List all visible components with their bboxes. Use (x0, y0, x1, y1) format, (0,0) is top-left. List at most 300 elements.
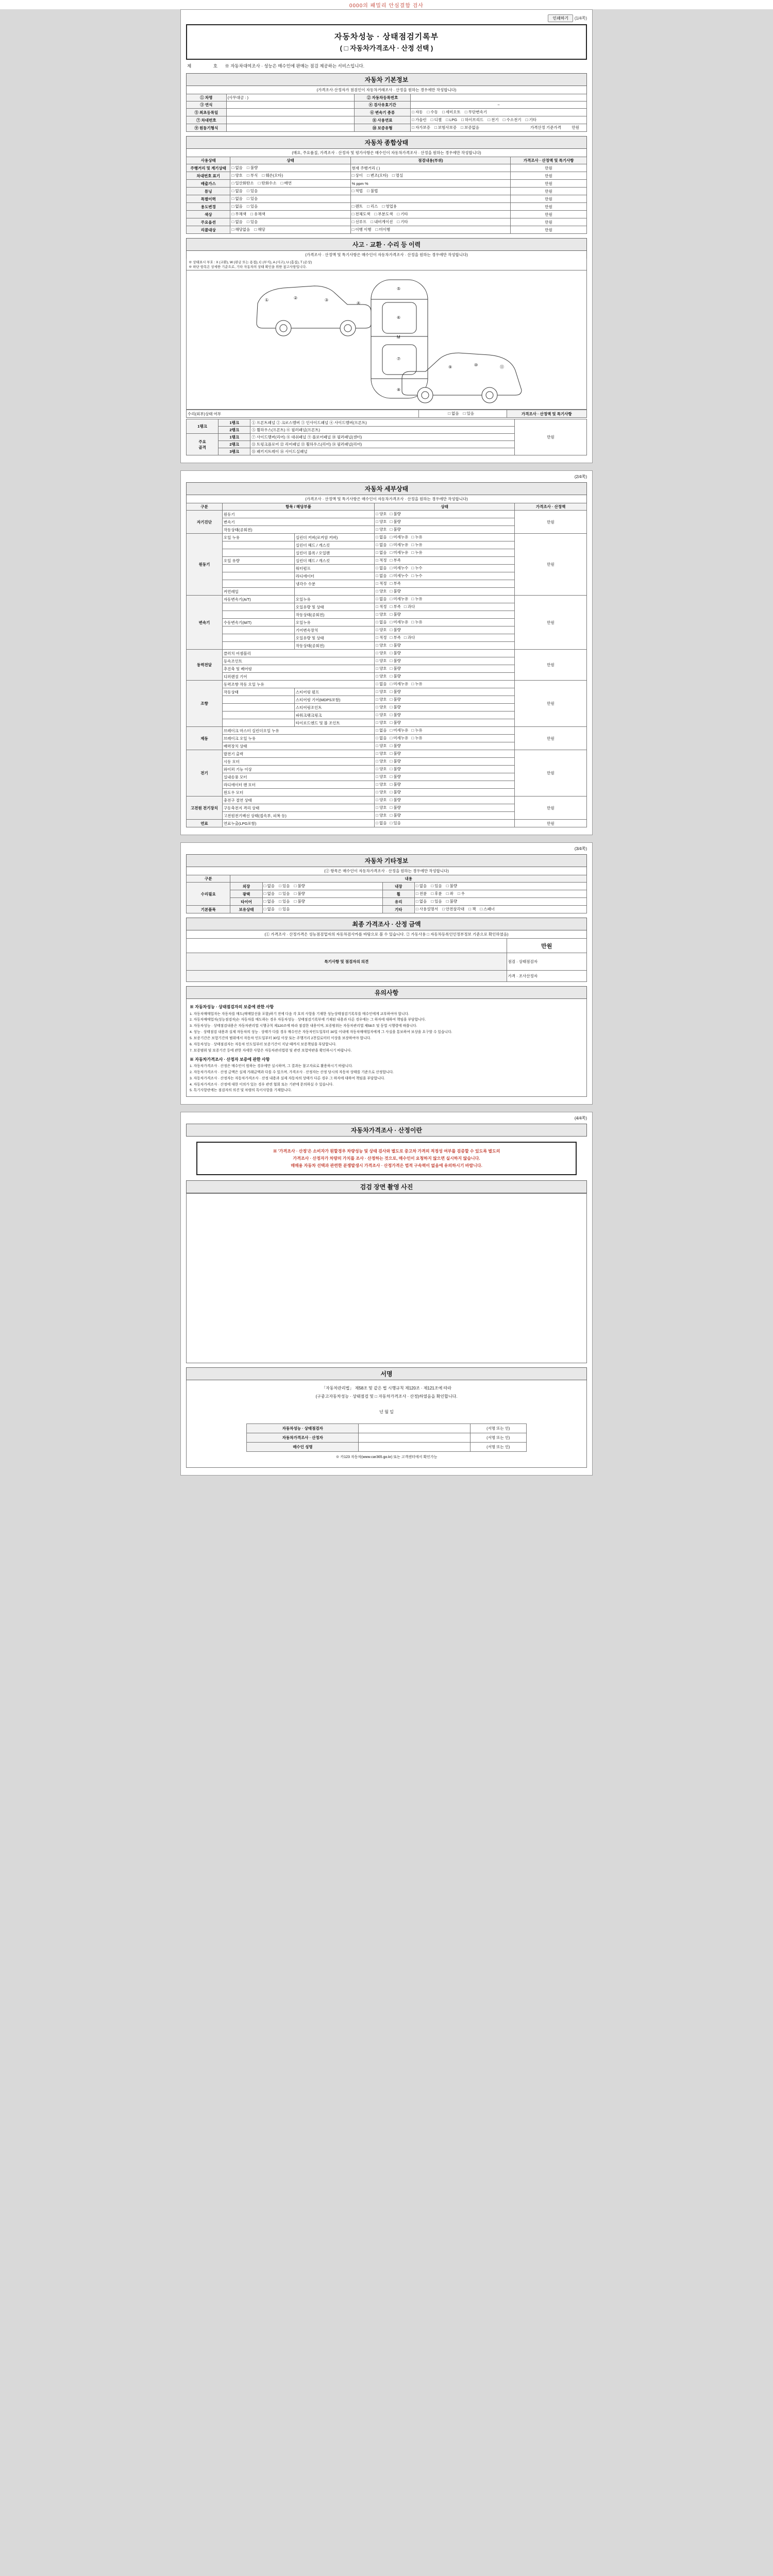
opt-fuel-5[interactable]: □ 수소전기 (503, 117, 522, 122)
row-label-firstreg: ⑤ 최초등록일 (187, 109, 227, 116)
detail-options-1-7[interactable] (375, 588, 515, 596)
accident-repair-opts[interactable] (418, 410, 507, 418)
detail-price-5: 만원 (515, 727, 587, 750)
ov-r3-c2[interactable] (230, 188, 350, 195)
doc-no-suffix: 호 (213, 63, 217, 69)
ov-r5-c2[interactable] (230, 203, 350, 211)
detail-options-0-0[interactable] (375, 511, 515, 518)
detail-opt-6-3-0[interactable]: □ 양호 (376, 774, 386, 779)
ov-r2-o2[interactable]: □ 매연 (281, 181, 292, 185)
detail-opt-5-2-1[interactable]: □ 불량 (390, 743, 401, 748)
detail-opt-6-1-1[interactable]: □ 불량 (390, 759, 401, 764)
detail-opt-1-6-0[interactable]: □ 적정 (376, 581, 386, 586)
ov-r4-c2[interactable] (230, 195, 350, 203)
detail-opt-2-6-0[interactable]: □ 양호 (376, 643, 386, 648)
detail-opt-7-1-0[interactable]: □ 양호 (376, 805, 386, 810)
terms-p1: 1. 자동차매매업자는 자동차를 매도(매매알선을 포함)하기 전에 다음 각 호의 사항을 기재한 성능상태점검기록부를 매수인에게 교부하여야 합니다. (190, 1012, 409, 1016)
ov-r6-o4[interactable]: □ 기타 (397, 212, 408, 216)
detail-opt-1-1-0[interactable]: □ 없음 (376, 543, 386, 547)
etc-r1-p1[interactable]: □ 후륜 (431, 891, 442, 896)
value-year[interactable] (226, 101, 355, 109)
etc-r2-o[interactable] (262, 898, 382, 906)
detail-opt-4-2-1[interactable]: □ 불량 (390, 697, 401, 702)
detail-opt-5-0-1[interactable]: □ 미세누유 (390, 728, 409, 733)
ov-r8-o1[interactable]: □ 해당 (254, 227, 265, 232)
detail-options-1-3[interactable] (375, 557, 515, 565)
opt-warranty-2[interactable]: □ 보증없음 (461, 125, 479, 130)
etc-r3-o[interactable] (262, 906, 382, 913)
detail-options-5-1[interactable] (375, 735, 515, 742)
detail-opt-4-5-0[interactable]: □ 양호 (376, 720, 386, 725)
detail-opt-3-3-0[interactable]: □ 양호 (376, 674, 386, 679)
detail-opt-6-4-1[interactable]: □ 불량 (390, 782, 401, 787)
detail-opt-1-5-1[interactable]: □ 미세누수 (390, 573, 409, 578)
etc-r2-o0[interactable]: □ 없음 (264, 899, 275, 904)
etc-r3-p2[interactable]: □ 잭 (468, 907, 476, 911)
opt-fuel-6[interactable]: □ 기타 (526, 117, 536, 122)
ov-r6-o0[interactable]: □ 무채색 (231, 212, 246, 216)
detail-options-2-3[interactable] (375, 619, 515, 626)
detail-subitem-2-3: 오일누유 (294, 619, 374, 626)
opt-at[interactable]: □ 자동 (412, 110, 423, 114)
ov-r5-o1[interactable]: □ 있음 (247, 204, 258, 209)
value-warranty[interactable] (411, 124, 587, 132)
ov-r3-o3[interactable]: □ 불법 (367, 189, 378, 193)
ov-r6-c2[interactable] (230, 211, 350, 218)
sig-value-1[interactable] (359, 1433, 470, 1443)
detail-opt-5-1-1[interactable]: □ 미세누유 (390, 736, 409, 740)
detail-options-1-6[interactable] (375, 580, 515, 588)
detail-opt-5-1-0[interactable]: □ 없음 (376, 736, 386, 740)
ov-r7-o4[interactable]: □ 기타 (397, 219, 408, 224)
etc-r2-p2[interactable]: □ 불량 (446, 899, 457, 904)
detail-options-3-1[interactable] (375, 657, 515, 665)
ov-r6-o2[interactable]: □ 전체도색 (352, 212, 371, 216)
etc-r1-p2[interactable]: □ 좌 (446, 891, 453, 896)
ov-r7-o2[interactable]: □ 선루프 (352, 219, 367, 224)
ov-r7-c3[interactable] (350, 218, 511, 226)
detail-opt-0-2-1[interactable]: □ 불량 (390, 527, 401, 532)
opt-fuel-4[interactable]: □ 전기 (488, 117, 498, 122)
detail-opt-0-2-0[interactable]: □ 양호 (376, 527, 386, 532)
table-row (187, 511, 587, 518)
overall-table (186, 157, 587, 234)
ov-r3-o2[interactable]: □ 적법 (352, 189, 363, 193)
print-button[interactable]: 인쇄하기 (548, 14, 573, 22)
detail-subitem-4-5: 타이로드엔드 및 볼 조인트 (294, 719, 374, 727)
detail-options-1-5[interactable] (375, 572, 515, 580)
detail-opt-1-0-2[interactable]: □ 누유 (411, 535, 422, 539)
ov-r6-o1[interactable]: □ 유채색 (250, 212, 265, 216)
accident-summary-table (186, 410, 587, 418)
detail-opt-1-7-0[interactable]: □ 양호 (376, 589, 386, 594)
etc-r3-p1[interactable]: □ 안전삼각대 (442, 907, 464, 911)
detail-opt-4-0-2[interactable]: □ 누유 (411, 682, 422, 686)
detail-opt-6-2-0[interactable]: □ 양호 (376, 767, 386, 771)
ov-r5-c3[interactable] (350, 203, 511, 211)
detail-options-6-3[interactable] (375, 773, 515, 781)
detail-options-1-0[interactable] (375, 534, 515, 541)
detail-options-6-2[interactable] (375, 766, 515, 773)
etc-r3-o0[interactable]: □ 없음 (264, 907, 275, 911)
section-signature: 서명 (186, 1367, 587, 1380)
detail-options-4-0[interactable] (375, 681, 515, 688)
detail-opt-2-0-2[interactable]: □ 누유 (411, 597, 422, 601)
opt-warranty-1[interactable]: □ 보험사보증 (434, 125, 457, 130)
detail-opt-1-5-2[interactable]: □ 누수 (411, 573, 422, 578)
detail-opt-2-0-0[interactable]: □ 없음 (376, 597, 386, 601)
ov-r3-c3[interactable] (350, 188, 511, 195)
detail-options-0-2[interactable] (375, 526, 515, 534)
detail-opt-1-1-2[interactable]: □ 누유 (411, 543, 422, 547)
detail-opt-1-3-0[interactable]: □ 적정 (376, 558, 386, 563)
sig-stamp-0: (서명 또는 인) (470, 1424, 526, 1433)
detail-opt-2-5-1[interactable]: □ 부족 (390, 635, 401, 640)
ov-r1-o3[interactable]: □ 상이 (352, 173, 363, 178)
detail-options-2-4[interactable] (375, 626, 515, 634)
ov-r1-o1[interactable]: □ 부식 (247, 173, 258, 178)
detail-opt-4-5-1[interactable]: □ 불량 (390, 720, 401, 725)
detail-opt-6-4-0[interactable]: □ 양호 (376, 782, 386, 787)
detail-item-8-0: 연료누출(LPG포함) (222, 820, 374, 827)
detail-opt-6-0-0[interactable]: □ 양호 (376, 751, 386, 756)
detail-opt-6-2-1[interactable]: □ 불량 (390, 767, 401, 771)
detail-options-6-1[interactable] (375, 758, 515, 766)
etc-r2-p1[interactable]: □ 있음 (431, 899, 442, 904)
detail-price-6: 만원 (515, 750, 587, 796)
detail-options-1-1[interactable] (375, 541, 515, 549)
accident-opt-yes[interactable]: □ 있음 (463, 411, 474, 416)
etc-r2-o2[interactable]: □ 불량 (294, 899, 305, 904)
sig-value-0[interactable] (359, 1424, 470, 1433)
etc-r1-p0[interactable]: □ 전륜 (416, 891, 427, 896)
detail-options-7-1[interactable] (375, 804, 515, 812)
detail-opt-6-5-1[interactable]: □ 불량 (390, 790, 401, 794)
detail-options-6-5[interactable] (375, 789, 515, 796)
ov-r6-c3[interactable] (350, 211, 511, 218)
detail-subitem-1-7 (294, 588, 374, 596)
ov-r7-o1[interactable]: □ 있음 (247, 219, 258, 224)
detail-opt-6-1-0[interactable]: □ 양호 (376, 759, 386, 764)
detail-opt-5-0-2[interactable]: □ 누유 (411, 728, 422, 733)
etc-r1-o1[interactable]: □ 있음 (279, 891, 290, 896)
detail-opt-1-6-1[interactable]: □ 부족 (390, 581, 401, 586)
detail-opt-1-5-0[interactable]: □ 없음 (376, 573, 386, 578)
detail-opt-0-0-1[interactable]: □ 불량 (390, 512, 401, 516)
svg-text:M: M (397, 335, 400, 340)
ov-r5-o4[interactable]: □ 영업용 (382, 204, 397, 209)
final-price-value[interactable] (187, 939, 507, 953)
detail-item-7-0: 충전구 절연 상태 (222, 796, 374, 804)
detail-options-2-1[interactable] (375, 603, 515, 611)
detail-opt-3-0-0[interactable]: □ 양호 (376, 651, 386, 655)
detail-opt-2-0-1[interactable]: □ 미세누유 (390, 597, 409, 601)
detail-opt-2-3-1[interactable]: □ 미세누유 (390, 620, 409, 624)
terms-p4: 4. 성능 · 상태점검 내용과 실제 자동차의 성능 · 상태가 다를 경우 매수인은 자동차인도일부터 30일 이내에 자동차매매업자에게 그 사실을 통보하여 보상을 요구할 수 있습니다. (190, 1030, 452, 1035)
etc-r0-p1[interactable]: □ 있음 (431, 884, 442, 888)
detail-opt-1-4-2[interactable]: □ 누수 (411, 566, 422, 570)
etc-r0-p2[interactable]: □ 불량 (446, 884, 457, 888)
detail-options-0-1[interactable] (375, 518, 515, 526)
ov-r8-c4: 만원 (511, 226, 587, 234)
detail-item-6-2: 와이퍼 기능 이상 (222, 766, 374, 773)
page-1 (180, 9, 593, 463)
detail-opt-1-0-1[interactable]: □ 미세누유 (390, 535, 409, 539)
detail-opt-0-1-1[interactable]: □ 불량 (390, 519, 401, 524)
detail-opt-3-1-1[interactable]: □ 불량 (390, 658, 401, 663)
remark-value-2[interactable]: 가격 · 조사산정자 (507, 971, 586, 982)
frame-items-1a: ① 프론트패널 ② 크로스멤버 ③ 인사이드패널 ④ 사이드멤버(프론트) (250, 419, 515, 427)
detail-opt-2-3-0[interactable]: □ 없음 (376, 620, 386, 624)
detail-opt-3-3-1[interactable]: □ 불량 (390, 674, 401, 679)
etc-r1-p3[interactable]: □ 우 (458, 891, 465, 896)
detail-opt-1-3-1[interactable]: □ 부족 (390, 558, 401, 563)
detail-options-7-0[interactable] (375, 796, 515, 804)
detail-options-4-1[interactable] (375, 688, 515, 696)
detail-opt-3-1-0[interactable]: □ 양호 (376, 658, 386, 663)
detail-opt-2-5-2[interactable]: □ 과다 (404, 635, 415, 640)
frame-rank-2b: 2랭크 (219, 441, 250, 448)
accident-opt-none[interactable]: □ 없음 (448, 411, 459, 416)
detail-options-6-4[interactable] (375, 781, 515, 789)
opt-fuel-3[interactable]: □ 하이브리드 (461, 117, 483, 122)
etc-h1: 내용 (230, 875, 587, 883)
detail-opt-1-2-0[interactable]: □ 없음 (376, 550, 386, 555)
remark-value-1[interactable]: 점검 · 상태점검자 (507, 953, 586, 971)
ov-r2-o0[interactable]: □ 일산화탄소 (231, 181, 254, 185)
detail-opt-7-0-0[interactable]: □ 양호 (376, 798, 386, 802)
detail-options-3-2[interactable] (375, 665, 515, 673)
detail-opt-4-4-1[interactable]: □ 불량 (390, 713, 401, 717)
detail-opt-1-1-1[interactable]: □ 미세누유 (390, 543, 409, 547)
ov-r1-c3[interactable] (350, 172, 511, 180)
ov-r0-c2[interactable] (230, 164, 350, 172)
detail-options-5-0[interactable] (375, 727, 515, 735)
detail-opt-1-2-2[interactable]: □ 누유 (411, 550, 422, 555)
etc-r0-p0[interactable]: □ 없음 (416, 884, 427, 888)
etc-r3-p0[interactable]: □ 사용설명서 (416, 907, 438, 911)
detail-opt-7-2-1[interactable]: □ 불량 (390, 813, 401, 818)
detail-options-4-4[interactable] (375, 711, 515, 719)
opt-warranty-0[interactable]: □ 자가보증 (412, 125, 430, 130)
signature-body (186, 1380, 587, 1468)
detail-options-1-4[interactable] (375, 565, 515, 572)
detail-options-2-5[interactable] (375, 634, 515, 642)
opt-mt[interactable]: □ 수동 (427, 110, 438, 114)
detail-opt-2-4-0[interactable]: □ 양호 (376, 628, 386, 632)
value-inspection[interactable]: ~ (411, 101, 587, 109)
svg-text:③: ③ (325, 298, 329, 302)
value-regno[interactable] (411, 94, 587, 101)
etc-r1-o2[interactable]: □ 불량 (294, 891, 305, 896)
detail-options-6-0[interactable] (375, 750, 515, 758)
detail-opt-7-1-1[interactable]: □ 불량 (390, 805, 401, 810)
ov-r1-o2[interactable]: □ 훼손(오타) (262, 173, 283, 178)
detail-opt-4-2-0[interactable]: □ 양호 (376, 697, 386, 702)
detail-opt-5-2-0[interactable]: □ 양호 (376, 743, 386, 748)
ov-r1-o0[interactable]: □ 양호 (231, 173, 242, 178)
detail-opt-7-0-1[interactable]: □ 불량 (390, 798, 401, 802)
value-engine[interactable] (226, 124, 355, 132)
ov-r1-c2[interactable] (230, 172, 350, 180)
detail-opt-4-0-0[interactable]: □ 없음 (376, 682, 386, 686)
ov-r4-o0[interactable]: □ 없음 (231, 196, 242, 201)
ov-r5-o2[interactable]: □ 렌트 (352, 204, 363, 209)
ov-r7-c2[interactable] (230, 218, 350, 226)
etc-r1-o[interactable] (262, 890, 382, 898)
etc-r2-o2set[interactable] (414, 898, 586, 906)
detail-options-4-3[interactable] (375, 704, 515, 711)
etc-r1-o0[interactable]: □ 없음 (264, 891, 275, 896)
etc-r0-o2set[interactable] (414, 883, 586, 890)
detail-opt-2-4-1[interactable]: □ 불량 (390, 628, 401, 632)
detail-subitem-2-1: 오일유량 및 상태 (294, 603, 374, 611)
detail-opt-4-1-1[interactable]: □ 불량 (390, 689, 401, 694)
detail-options-3-3[interactable] (375, 673, 515, 681)
detail-opt-2-1-2[interactable]: □ 과다 (404, 604, 415, 609)
detail-opt-0-1-0[interactable]: □ 양호 (376, 519, 386, 524)
detail-opt-0-0-0[interactable]: □ 양호 (376, 512, 386, 516)
detail-opt-2-1-0[interactable]: □ 적정 (376, 604, 386, 609)
etc-r0-o2[interactable]: □ 불량 (294, 884, 305, 888)
frame-rank-2a: 1랭크 (219, 434, 250, 441)
detail-opt-3-2-1[interactable]: □ 불량 (390, 666, 401, 671)
detail-opt-4-3-0[interactable]: □ 양호 (376, 705, 386, 709)
ov-r2-c2[interactable] (230, 180, 350, 188)
etc-r3-o1[interactable]: □ 있음 (279, 907, 290, 911)
detail-options-3-0[interactable] (375, 650, 515, 657)
price-def-line-1: ※ '가격조사 · 산정'은 소비자가 원할경우 차량성능 및 상태 검사와 별도로 중고차 가격의 적정성 여부를 검증할 수 있도록 별도의 (273, 1149, 500, 1154)
ov-r8-o3[interactable]: □ 미이행 (376, 227, 391, 232)
ov-r3-o1[interactable]: □ 있음 (247, 189, 258, 193)
etc-r2-p0[interactable]: □ 없음 (416, 899, 427, 904)
detail-opt-5-1-2[interactable]: □ 누유 (411, 736, 422, 740)
opt-semi[interactable]: □ 세미오토 (442, 110, 461, 114)
detail-opt-4-4-0[interactable]: □ 양호 (376, 713, 386, 717)
ov-r7-c4: 만원 (511, 218, 587, 226)
detail-opt-4-1-0[interactable]: □ 양호 (376, 689, 386, 694)
etc-r2-o1[interactable]: □ 있음 (279, 899, 290, 904)
detail-options-2-0[interactable] (375, 596, 515, 603)
photo-placeholder-area (186, 1193, 587, 1363)
ov-r8-c1: 리콜대상 (187, 226, 230, 234)
price-definition-box (196, 1142, 577, 1175)
detail-opt-6-5-0[interactable]: □ 양호 (376, 790, 386, 794)
ov-r4-o1[interactable]: □ 있음 (247, 196, 258, 201)
ov-r6-o3[interactable]: □ 부분도색 (374, 212, 393, 216)
detail-options-4-5[interactable] (375, 719, 515, 727)
ov-r7-o3[interactable]: □ 내비게이션 (371, 219, 393, 224)
ov-r0-c3[interactable]: 현재 주행거리 ( ) (350, 164, 511, 172)
opt-cvt[interactable]: □ 무단변속기 (465, 110, 487, 114)
value-fuel[interactable] (411, 116, 587, 124)
detail-opt-2-2-1[interactable]: □ 불량 (390, 612, 401, 617)
detail-opt-2-2-0[interactable]: □ 양호 (376, 612, 386, 617)
etc-r1-o2set[interactable] (414, 890, 586, 898)
ov-r0-o1[interactable]: □ 불량 (247, 165, 258, 170)
sig-value-2[interactable] (359, 1443, 470, 1452)
ov-r8-o2[interactable]: □ 이행 이행 (352, 227, 372, 232)
detail-opt-1-0-0[interactable]: □ 없음 (376, 535, 386, 539)
page-number-4: (4/4쪽) (574, 1116, 587, 1121)
detail-options-2-2[interactable] (375, 611, 515, 619)
ov-r5-c1: 용도변경 (187, 203, 230, 211)
detail-item-1-1 (222, 541, 294, 549)
section-final-price: 최종 가격조사 · 산정 금액 (186, 918, 587, 930)
detail-opt-1-4-0[interactable]: □ 없음 (376, 566, 386, 570)
value-transmission[interactable] (411, 109, 587, 116)
ov-r1-o4[interactable]: □ 변조(오타) (367, 173, 388, 178)
detail-item-2-6 (222, 642, 294, 650)
detail-opt-2-6-1[interactable]: □ 불량 (390, 643, 401, 648)
detail-opt-4-3-1[interactable]: □ 불량 (390, 705, 401, 709)
opt-fuel-1[interactable]: □ 디젤 (431, 117, 442, 122)
detail-opt-8-0-0[interactable]: □ 없음 (376, 821, 386, 825)
etc-r3-p3[interactable]: □ 스패너 (480, 907, 495, 911)
detail-opt-3-0-1[interactable]: □ 불량 (390, 651, 401, 655)
ov-r8-c3[interactable] (350, 226, 511, 234)
etc-r0-o[interactable] (262, 883, 382, 890)
opt-fuel-2[interactable]: □ LPG (446, 117, 457, 122)
ov-r2-o1[interactable]: □ 탄화수소 (258, 181, 277, 185)
section-etc-note: (② 항목은 매수인이 자동차가격조사 · 산정을 원하는 경우에만 작성합니다) (186, 867, 587, 875)
etc-r3-o2set[interactable] (414, 906, 586, 913)
ov-r8-o0[interactable]: □ 해당없음 (231, 227, 250, 232)
ov-r2-c3[interactable]: % ppm % (350, 180, 511, 188)
detail-options-7-2[interactable] (375, 812, 515, 820)
opt-fuel-0[interactable]: □ 가솔린 (412, 117, 427, 122)
final-price-table (186, 938, 587, 982)
detail-options-4-2[interactable] (375, 696, 515, 704)
ov-r4-c1: 특별이력 (187, 195, 230, 203)
etc-r0-o0[interactable]: □ 없음 (264, 884, 275, 888)
detail-opt-7-2-0[interactable]: □ 양호 (376, 813, 386, 818)
detail-opt-5-0-0[interactable]: □ 없음 (376, 728, 386, 733)
ov-r5-o0[interactable]: □ 없음 (231, 204, 242, 209)
value-vin[interactable] (226, 116, 355, 124)
detail-opt-2-1-1[interactable]: □ 부족 (390, 604, 401, 609)
detail-opt-2-5-0[interactable]: □ 적정 (376, 635, 386, 640)
detail-options-2-6[interactable] (375, 642, 515, 650)
detail-opt-3-2-0[interactable]: □ 양호 (376, 666, 386, 671)
detail-opt-8-0-1[interactable]: □ 있음 (390, 821, 401, 825)
ov-r3-o0[interactable]: □ 없음 (231, 189, 242, 193)
detail-opt-1-4-1[interactable]: □ 미세누수 (390, 566, 409, 570)
detail-options-5-2[interactable] (375, 742, 515, 750)
ov-r0-o0[interactable]: □ 없음 (231, 165, 242, 170)
detail-opt-6-0-1[interactable]: □ 불량 (390, 751, 401, 756)
detail-opt-2-3-2[interactable]: □ 누유 (411, 620, 422, 624)
detail-options-8-0[interactable] (375, 820, 515, 827)
ov-r5-o3[interactable]: □ 리스 (367, 204, 378, 209)
page-number-3: (3/4쪽) (574, 846, 587, 851)
detail-group-6: 전기 (187, 750, 223, 796)
detail-options-1-2[interactable] (375, 549, 515, 557)
value-carname[interactable] (226, 94, 355, 101)
detail-opt-6-3-1[interactable]: □ 불량 (390, 774, 401, 779)
detail-opt-1-2-1[interactable]: □ 미세누유 (390, 550, 409, 555)
ov-r1-o5[interactable]: □ 멸실 (392, 173, 403, 178)
ov-r7-o0[interactable]: □ 없음 (231, 219, 242, 224)
detail-opt-4-0-1[interactable]: □ 미세누유 (390, 682, 409, 686)
frame-rank-1a: 1랭크 (219, 419, 250, 427)
table-row (187, 650, 587, 657)
etc-r0-o1[interactable]: □ 있음 (279, 884, 290, 888)
value-firstreg[interactable] (226, 109, 355, 116)
ov-r4-c3[interactable] (350, 195, 511, 203)
ov-r8-c2[interactable] (230, 226, 350, 234)
detail-opt-1-7-1[interactable]: □ 불량 (390, 589, 401, 594)
